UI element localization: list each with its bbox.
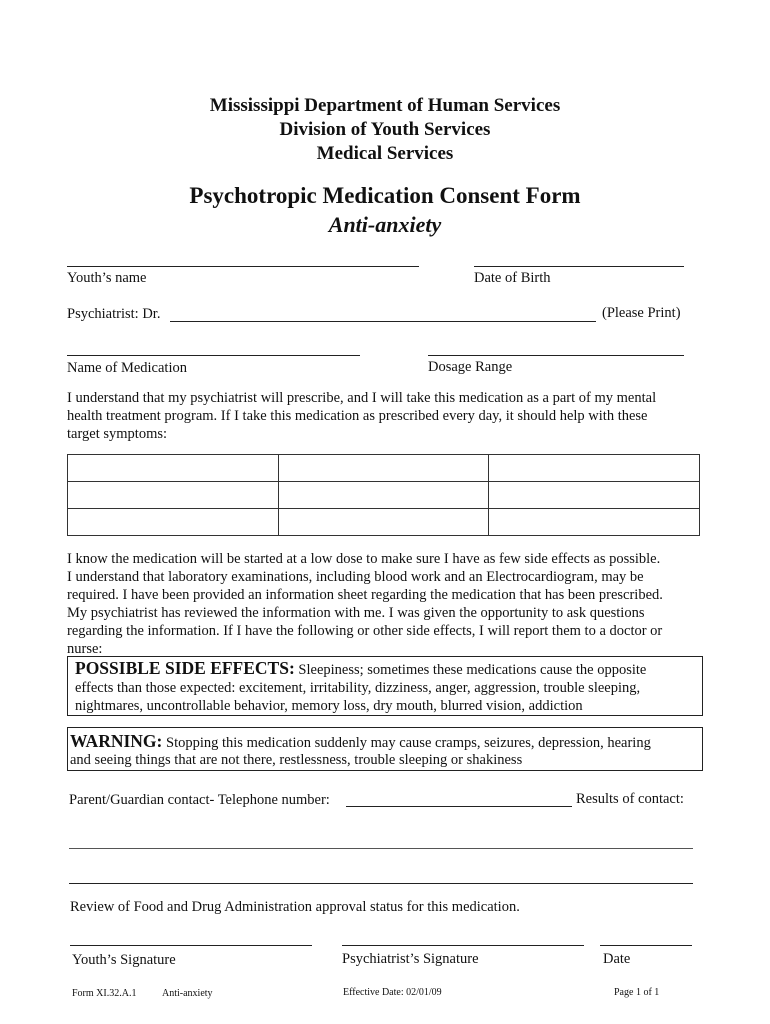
effective-date: Effective Date: 02/01/09: [343, 987, 442, 998]
warning-label: WARNING:: [70, 731, 163, 751]
dob-label: Date of Birth: [474, 270, 551, 286]
fda-review-text: Review of Food and Drug Administration approval status for this medication.: [70, 899, 520, 915]
intro-line-3: target symptoms:: [67, 426, 168, 442]
consent-line-1: I know the medication will be started at a low dose to make sure I have as few side effects as possible.: [67, 551, 661, 567]
telephone-line[interactable]: [346, 806, 572, 807]
dob-line[interactable]: [474, 266, 684, 267]
results-line-2[interactable]: [69, 883, 693, 884]
youth-name-line[interactable]: [67, 266, 419, 267]
date-label: Date: [603, 951, 631, 967]
results-label: Results of contact:: [576, 791, 684, 807]
table-row: [68, 482, 700, 509]
page-number: Page 1 of 1: [614, 987, 660, 998]
psychiatrist-signature-line[interactable]: [342, 945, 584, 946]
youth-signature-label: Youth’s Signature: [72, 952, 176, 968]
contact-label: Parent/Guardian contact- Telephone number:: [69, 792, 330, 808]
symptom-cell[interactable]: [278, 509, 489, 536]
form-title: Psychotropic Medication Consent Form: [189, 183, 581, 208]
intro-line-2: health treatment program. If I take this medication as prescribed every day, it should help with these: [67, 408, 648, 424]
warning-line-2: and seeing things that are not there, restlessness, trouble sleeping or shakiness: [70, 752, 523, 768]
consent-line-5: regarding the information. If I have the following or other side effects, I will report them to a doctor or: [67, 623, 663, 639]
youth-signature-line[interactable]: [70, 945, 312, 946]
intro-line-1: I understand that my psychiatrist will prescribe, and I will take this medication as a part of my mental: [67, 390, 657, 406]
psychiatrist-signature-label: Psychiatrist’s Signature: [342, 951, 479, 967]
dosage-label: Dosage Range: [428, 359, 513, 375]
dosage-line[interactable]: [428, 355, 684, 356]
warning-line-1: [70, 732, 651, 752]
side-effects-line-1: [75, 659, 646, 679]
side-effects-text-1: Sleepiness; sometimes these medications cause the opposite: [294, 662, 647, 678]
division-name: Division of Youth Services: [279, 119, 491, 140]
warning-text-1: Stopping this medication suddenly may cause cramps, seizures, depression, hearing: [162, 735, 651, 751]
date-line[interactable]: [600, 945, 692, 946]
consent-line-4: My psychiatrist has reviewed the information with me. I was given the opportunity to ask questions: [67, 605, 645, 621]
service-name: Medical Services: [316, 143, 454, 164]
symptom-cell[interactable]: [489, 482, 700, 509]
symptom-cell[interactable]: [489, 455, 700, 482]
target-symptoms-table: [67, 454, 700, 536]
consent-line-2: I understand that laboratory examinations, including blood work and an Electrocardiogram, may be: [67, 569, 644, 585]
medication-label: Name of Medication: [67, 360, 187, 376]
form-subtitle: Anti-anxiety: [328, 212, 442, 237]
psychiatrist-line[interactable]: [170, 321, 596, 322]
agency-name: Mississippi Department of Human Services: [209, 95, 561, 116]
please-print-label: (Please Print): [602, 305, 681, 321]
table-row: [68, 509, 700, 536]
form-number: Form XI.32.A.1: [72, 988, 137, 999]
consent-line-3: required. I have been provided an information sheet regarding the medication that has been prescribed.: [67, 587, 663, 603]
table-row: [68, 455, 700, 482]
youth-name-label: Youth’s name: [67, 270, 147, 286]
side-effects-line-2: effects than those expected: excitement, irritability, dizziness, anger, aggression, trouble sleeping,: [75, 680, 641, 696]
symptom-cell[interactable]: [278, 482, 489, 509]
results-line-1[interactable]: [69, 848, 693, 849]
symptom-cell[interactable]: [68, 455, 279, 482]
symptom-cell[interactable]: [489, 509, 700, 536]
side-effects-label: POSSIBLE SIDE EFFECTS:: [75, 658, 295, 678]
side-effects-line-3: nightmares, uncontrollable behavior, memory loss, dry mouth, blurred vision, addiction: [75, 698, 583, 714]
symptom-cell[interactable]: [278, 455, 489, 482]
consent-line-6: nurse:: [67, 641, 103, 657]
medication-line[interactable]: [67, 355, 360, 356]
symptom-cell[interactable]: [68, 509, 279, 536]
form-type: Anti-anxiety: [162, 988, 213, 999]
symptom-cell[interactable]: [68, 482, 279, 509]
psychiatrist-label: Psychiatrist: Dr.: [67, 306, 161, 322]
